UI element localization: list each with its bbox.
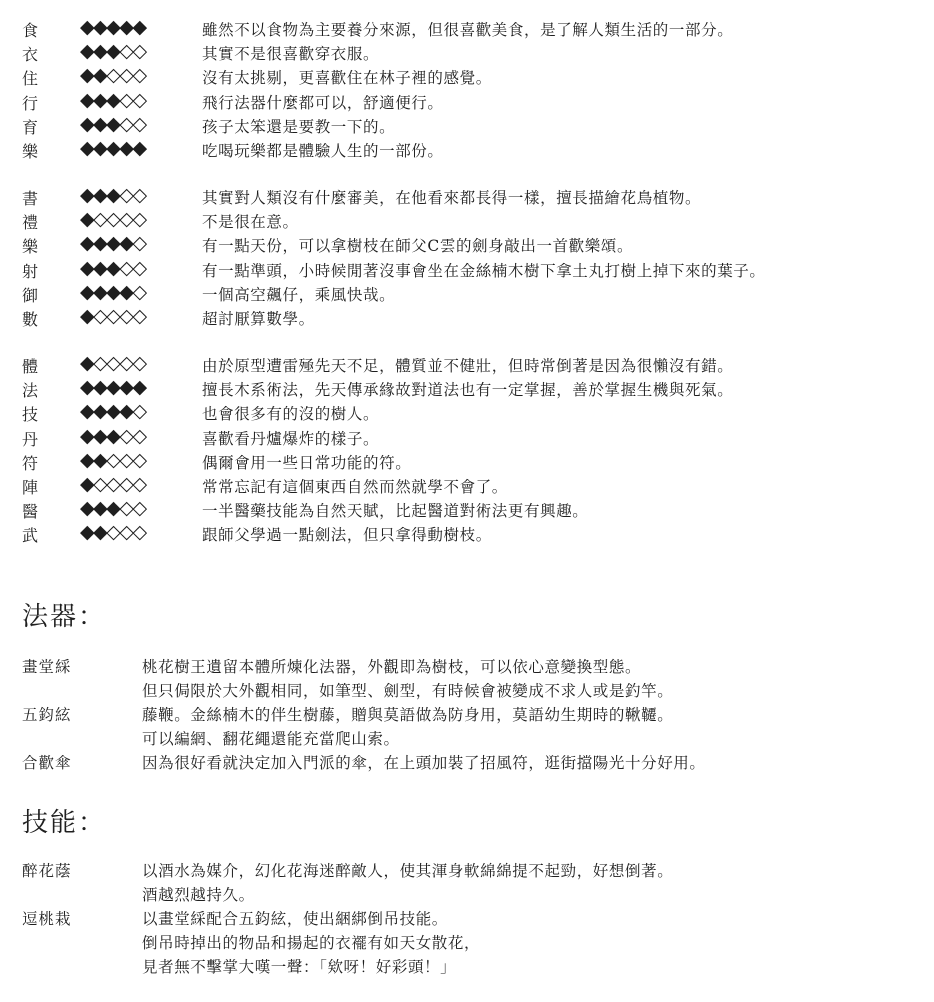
stat-description: 偶爾會用一些日常功能的符。 [202,453,412,472]
stat-description: 孩子太笨還是要教一下的。 [202,117,396,136]
stat-row [0,64,934,88]
description-line: 因為很好看就決定加入門派的傘，在上頭加裝了招風符，逛街擋陽光十分好用。 [142,754,706,772]
stat-row [0,16,934,40]
stat-name: 御 [22,285,39,305]
stat-row [0,257,934,281]
stat-name: 數 [22,309,39,329]
artifact-name: 五鈞絃 [22,706,72,724]
stat-row [0,521,934,545]
stat-row [0,113,934,137]
stat-description: 吃喝玩樂都是體驗人生的一部份。 [202,141,444,160]
stat-description: 其實不是很喜歡穿衣服。 [202,45,380,64]
stat-name: 樂 [22,141,39,161]
stat-name: 育 [22,117,39,137]
stat-name: 武 [22,526,39,546]
stat-row [0,281,934,305]
artifacts-heading: 法器： [22,602,107,632]
stat-rating: ◆◆◆◇◇ [80,112,146,135]
stat-rating: ◆◆◆◇◇ [80,88,146,111]
skill-name: 逗桃栽 [22,910,72,928]
description-line: 桃花樹王遺留本體所煉化法器，外觀即為樹枝，可以依心意變換型態。 [142,658,642,676]
artifact-description [142,703,673,751]
stat-description: 其實對人類沒有什麼審美，在他看來都長得一樣，擅長描繪花鳥植物。 [202,189,702,207]
stat-name: 丹 [22,429,39,449]
stat-rating: ◆◆◆◇◇ [80,256,146,279]
stat-description: 喜歡看丹爐爆炸的樣子。 [202,429,380,448]
stat-rating: ◆◆◆◆◆ [80,16,146,38]
skill-description [142,859,673,907]
artifacts-list [0,655,934,775]
artifact-name: 畫堂綵 [22,658,72,676]
stat-description: 雖然不以食物為主要養分來源，但很喜歡美食，是了解人類生活的一部分。 [202,21,734,39]
stat-description: 超討厭算數學。 [202,309,315,328]
stat-rating: ◆◆◇◇◇ [80,448,146,471]
skills-heading: 技能： [22,808,107,838]
skill [0,859,934,907]
stat-rating: ◆◆◆◇◇ [80,424,146,447]
artifact-description [142,751,706,775]
stat-rating: ◆◆◆◆◇ [80,280,146,303]
stat-row [0,184,934,208]
stat-row [0,473,934,497]
skill [0,907,934,979]
stat-description: 有一點天份，可以拿樹枝在師父C雲的劍身敲出一首歡樂頌。 [202,237,634,256]
stat-name: 行 [22,93,39,113]
stat-rating: ◆◆◆◆◆ [80,376,146,399]
description-line: 但只侷限於大外觀相同，如筆型、劍型，有時候會被變成不求人或是釣竿。 [142,682,674,700]
description-line: 倒吊時掉出的物品和揚起的衣襬有如天女散花， [142,934,481,952]
stat-description: 一半醫藥技能為自然天賦，比起醫道對術法更有興趣。 [202,502,589,521]
artifact-description [142,655,673,703]
stat-description: 沒有太挑剔，更喜歡住在林子裡的感覺。 [202,69,492,88]
stat-row [0,232,934,256]
stat-rating: ◆◆◇◇◇ [80,521,146,544]
stat-row [0,137,934,161]
stat-group-daily-life [0,16,934,161]
stat-group-cultivation [0,352,934,546]
stat-description: 有一點準頭，小時候閒著沒事會坐在金絲楠木樹下拿土丸打樹上掉下來的葉子。 [202,261,766,280]
stat-name: 樂 [22,237,39,257]
description-line: 酒越烈越持久。 [142,886,255,904]
artifact [0,655,934,703]
stat-description: 常常忘記有這個東西自然而然就學不會了。 [202,477,508,496]
description-line: 以畫堂綵配合五鈞絃，使出綑綁倒吊技能。 [142,910,448,928]
stat-description: 擅長木系術法，先天傳承緣故對道法也有一定掌握，善於掌握生機與死氣。 [202,381,734,400]
description-line: 可以編網、翻花繩還能充當爬山索。 [142,730,400,748]
stat-row [0,352,934,376]
stat-description: 由於原型遭雷殛先天不足，體質並不健壯，但時常倒著是因為很懶沒有錯。 [202,357,734,375]
skills-list [0,859,934,979]
stat-rating: ◆◆◆◆◇ [80,232,146,255]
stat-rating: ◆◆◆◇◇ [80,497,146,520]
stat-rating: ◆◆◆◇◇ [80,184,146,206]
stat-rating: ◆◇◇◇◇ [80,304,146,327]
stat-group-six-arts [0,184,934,329]
stat-row [0,425,934,449]
stat-name: 體 [22,357,39,376]
stat-rating: ◆◇◇◇◇ [80,472,146,495]
stat-rating: ◆◆◆◇◇ [80,40,146,63]
stat-rating: ◆◆◆◆◆ [80,136,146,159]
stat-row [0,449,934,473]
stat-row [0,376,934,400]
stat-rating: ◆◇◇◇◇ [80,208,146,231]
stat-row [0,400,934,424]
stat-name: 陣 [22,477,39,497]
description-line: 以酒水為媒介，幻化花海迷醉敵人，使其渾身軟綿綿提不起勁，好想倒著。 [142,862,674,880]
artifact [0,703,934,751]
stat-name: 住 [22,69,39,89]
skill-description [142,907,480,979]
stat-row [0,40,934,64]
stat-description: 不是很在意。 [202,213,299,232]
stat-name: 禮 [22,213,39,233]
stat-name: 書 [22,189,39,208]
stat-description: 也會很多有的沒的樹人。 [202,405,380,424]
stat-name: 食 [22,21,39,40]
stat-row [0,89,934,113]
stat-row [0,497,934,521]
stat-description: 一個高空飆仔，乘風快哉。 [202,285,396,304]
artifact [0,751,934,775]
artifact-name: 合歡傘 [22,754,72,772]
stat-rating: ◆◆◆◆◇ [80,400,146,423]
stat-name: 射 [22,261,39,281]
stat-name: 醫 [22,502,39,522]
stat-name: 符 [22,453,39,473]
description-line: 見者無不擊掌大嘆一聲：「欸呀！好彩頭！」 [142,958,457,976]
stat-rating: ◆◇◇◇◇ [80,352,146,374]
stat-name: 法 [22,381,39,401]
stat-name: 衣 [22,45,39,65]
stat-description: 飛行法器什麼都可以，舒適便行。 [202,93,444,112]
skill-name: 醉花蔭 [22,862,72,880]
stat-rating: ◆◆◇◇◇ [80,64,146,87]
description-line: 藤鞭。金絲楠木的伴生樹藤，贈與莫語做為防身用，莫語幼生期時的鞦韆。 [142,706,674,724]
stat-description: 跟師父學過一點劍法，但只拿得動樹枝。 [202,526,492,545]
stat-name: 技 [22,405,39,425]
stat-row [0,305,934,329]
stat-row [0,208,934,232]
